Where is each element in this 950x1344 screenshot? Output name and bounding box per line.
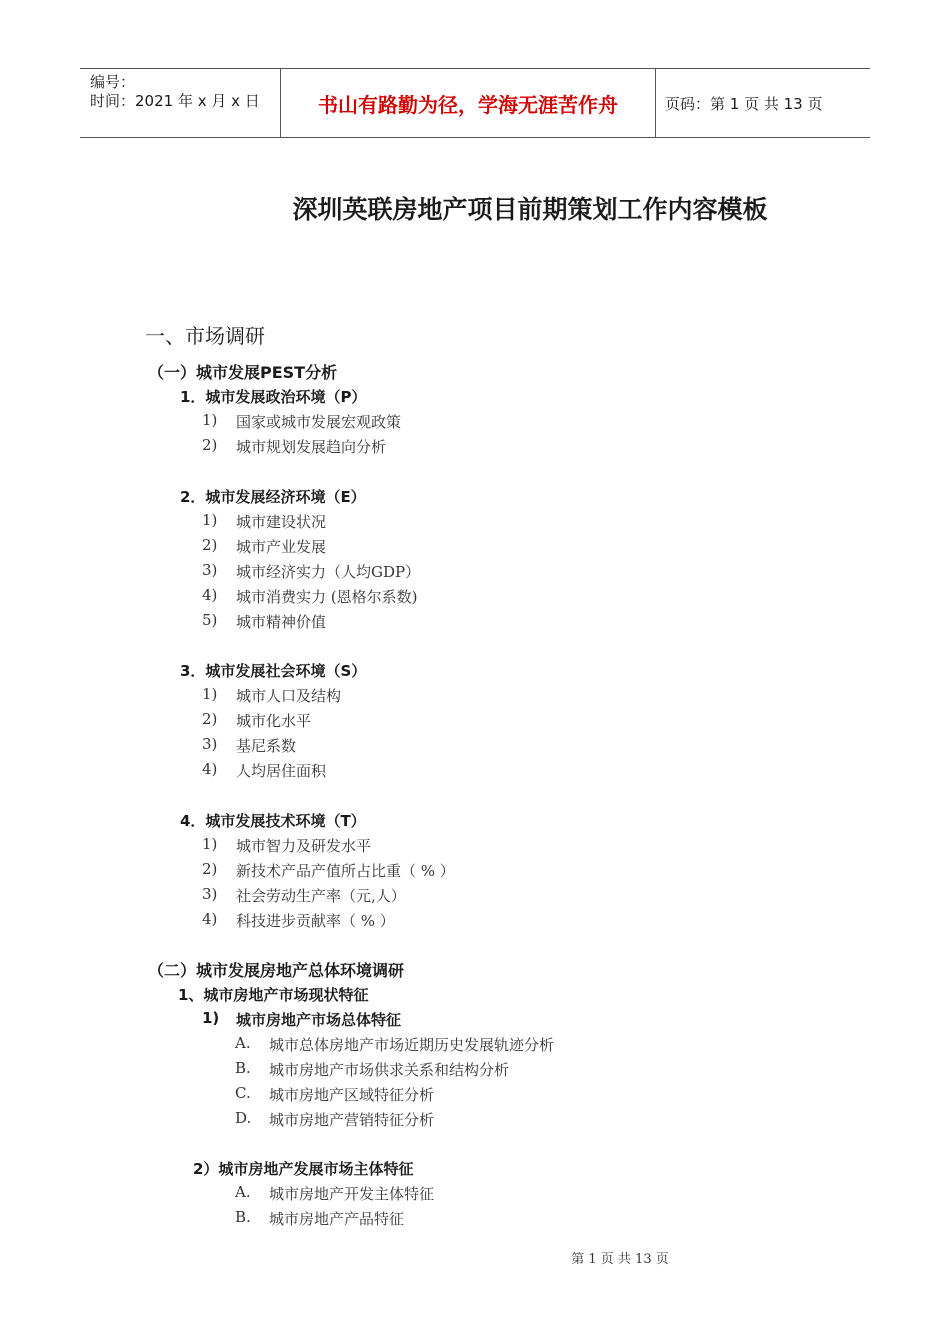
item-number: 4)	[202, 760, 218, 778]
part-number: 1)	[202, 1009, 220, 1027]
item-text: 新技术产品产值所占比重（ % ）	[236, 862, 455, 880]
item-number: 3)	[202, 735, 218, 753]
item-number: 1)	[202, 685, 218, 703]
item-text: 城市总体房地产市场近期历史发展轨迹分析	[269, 1036, 555, 1054]
item-text: 城市房地产市场供求关系和结构分析	[269, 1061, 510, 1079]
item-number: 1)	[202, 411, 218, 429]
item-text: 城市化水平	[236, 712, 312, 730]
item-letter: B.	[235, 1208, 251, 1226]
item-letter: A.	[235, 1183, 251, 1201]
item-letter: C.	[235, 1084, 251, 1102]
item-text: 城市消费实力 (恩格尔系数)	[236, 588, 418, 606]
item-text: 城市经济实力（人均GDP）	[236, 563, 421, 581]
part-heading: 2）城市房地产发展市场主体特征	[193, 1160, 414, 1178]
item-number: 1)	[202, 835, 218, 853]
item-text: 社会劳动生产率（元,人）	[236, 887, 406, 905]
item-letter: A.	[235, 1034, 251, 1052]
subsection-heading: （二）城市发展房地产总体环境调研	[148, 961, 405, 980]
part-title: 城市房地产市场总体特征	[236, 1011, 402, 1029]
item-text: 城市房地产开发主体特征	[269, 1185, 435, 1203]
item-number: 4)	[202, 586, 218, 604]
header-motto: 书山有路勤为径，学海无涯苦作舟	[280, 69, 656, 137]
item-text: 城市房地产产品特征	[269, 1210, 405, 1228]
item-number: 1)	[202, 511, 218, 529]
group-heading: 2．城市发展经济环境（E）	[180, 488, 366, 506]
group-heading: 1、城市房地产市场现状特征	[178, 986, 369, 1004]
item-number: 3)	[202, 561, 218, 579]
section-heading: 一、市场调研	[145, 324, 265, 348]
group-heading: 3．城市发展社会环境（S）	[180, 662, 367, 680]
item-number: 2)	[202, 710, 218, 728]
item-number: 5)	[202, 611, 218, 629]
document-title: 深圳英联房地产项目前期策划工作内容模板	[292, 195, 768, 224]
item-number: 2)	[202, 436, 218, 454]
group-heading: 4．城市发展技术环境（T）	[180, 812, 366, 830]
item-text: 城市建设状况	[236, 513, 327, 531]
header-time: 时间：2021 年 x 月 x 日	[90, 92, 260, 110]
item-number: 3)	[202, 885, 218, 903]
header-page-label: 页码：第 1 页 共 13 页	[665, 94, 823, 113]
subsection-heading: （一）城市发展PEST分析	[148, 363, 338, 382]
item-number: 4)	[202, 910, 218, 928]
page-footer: 第 1 页 共 13 页	[571, 1252, 669, 1267]
header-meta	[80, 69, 280, 137]
item-text: 科技进步贡献率（ % ）	[236, 912, 395, 930]
item-text: 城市产业发展	[236, 538, 327, 556]
item-letter: B.	[235, 1059, 251, 1077]
page-header	[80, 68, 870, 138]
item-text: 城市精神价值	[236, 613, 327, 631]
item-number: 2)	[202, 536, 218, 554]
item-text: 人均居住面积	[236, 762, 327, 780]
item-text: 城市人口及结构	[236, 687, 342, 705]
item-text: 城市智力及研发水平	[236, 837, 372, 855]
item-text: 城市房地产营销特征分析	[269, 1111, 435, 1129]
item-text: 城市规划发展趋向分析	[236, 438, 387, 456]
item-text: 国家或城市发展宏观政策	[236, 413, 402, 431]
item-text: 城市房地产区域特征分析	[269, 1086, 435, 1104]
item-number: 2)	[202, 860, 218, 878]
item-letter: D.	[235, 1109, 252, 1127]
group-heading: 1．城市发展政治环境（P）	[180, 388, 367, 406]
item-text: 基尼系数	[236, 737, 297, 755]
header-number: 编号：	[90, 73, 136, 91]
